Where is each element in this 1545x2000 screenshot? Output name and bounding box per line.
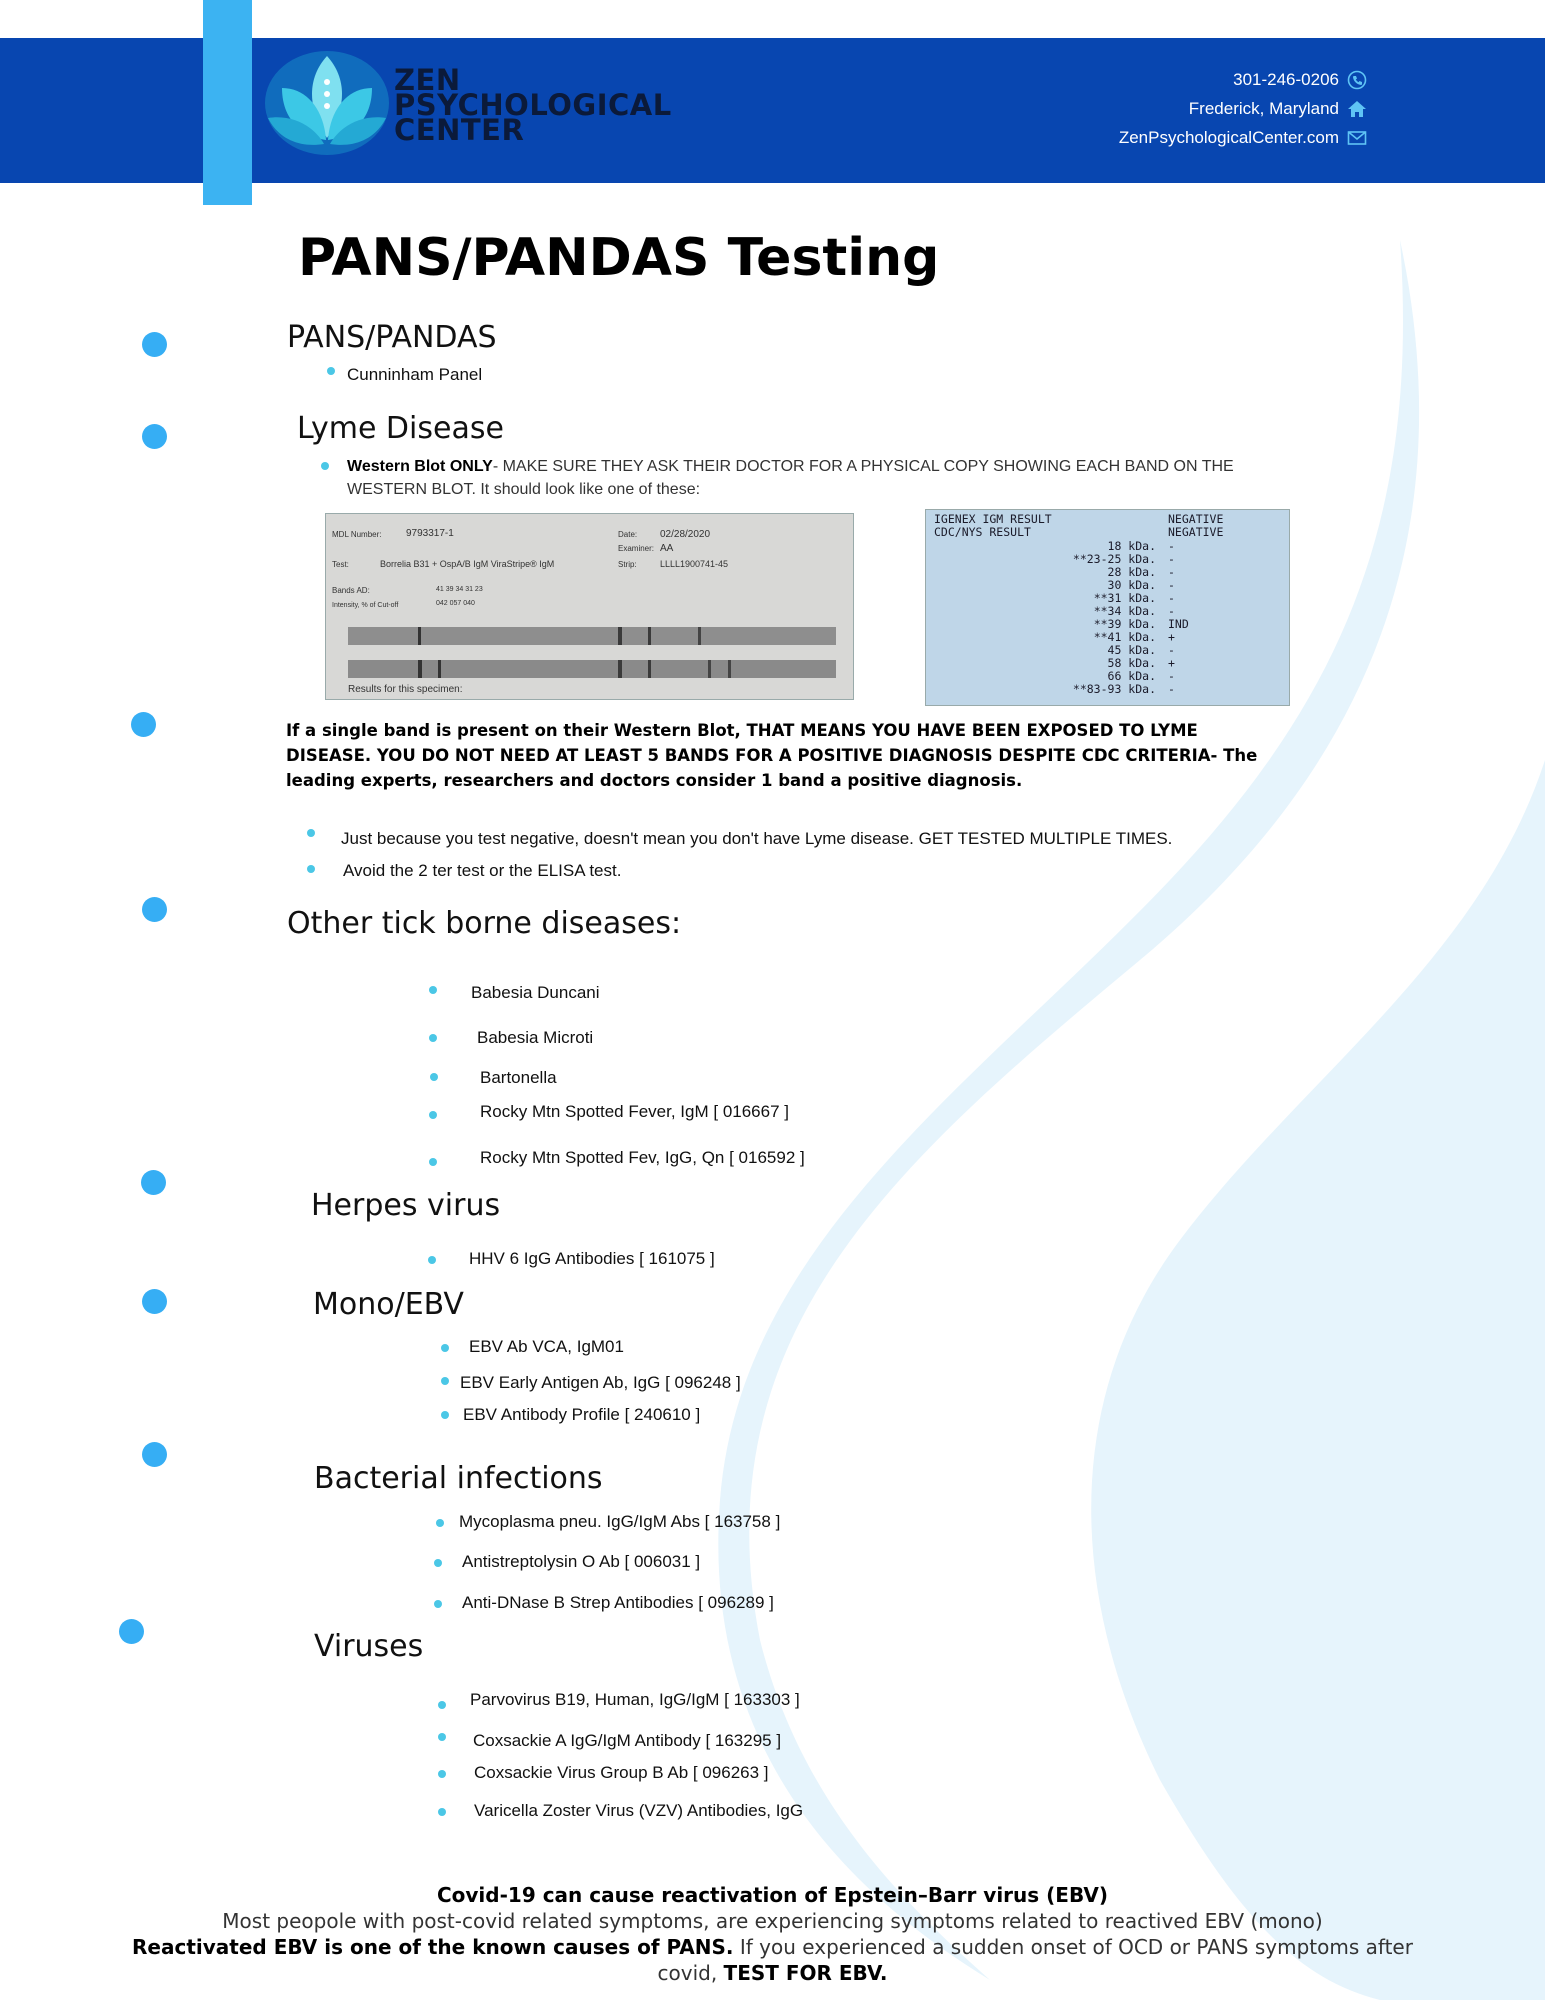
list-bullet [441,1377,449,1385]
list-item: Bartonella [480,1068,557,1087]
list-bullet [429,986,437,994]
kda-row [926,683,1289,696]
list-bullet [428,1256,436,1264]
igenex-header: IGENEX IGM RESULT [934,512,1052,526]
kda-band: **41 kDa. [1093,630,1156,644]
mail-icon [1347,128,1367,148]
test-label: Test: [332,560,349,569]
website-text: ZenPsychologicalCenter.com [1118,128,1339,147]
kda-result: - [1168,539,1175,553]
header-accent-tab [203,0,252,205]
kda-band: 30 kDa. [1107,578,1156,592]
kda-band: **39 kDa. [1093,617,1156,631]
list-bullet [438,1701,446,1709]
section-dot [142,332,167,357]
lotus-logo-icon [262,48,392,158]
kda-result: - [1168,578,1175,592]
kda-result: - [1168,591,1175,605]
list-item: Antistreptolysin O Ab [ 006031 ] [462,1552,701,1571]
footer-note [100,1882,1445,1986]
list-bullet [307,829,315,837]
list-item: Coxsackie Virus Group B Ab [ 096263 ] [474,1763,769,1782]
contact-website[interactable] [1119,128,1367,148]
kda-result: + [1168,630,1175,644]
kda-band: 28 kDa. [1107,565,1156,579]
date-value: 02/28/2020 [660,529,711,540]
list-bullet [438,1733,446,1741]
section-dot [141,1170,166,1195]
section-heading-lyme: Lyme Disease [297,411,504,446]
list-item: Just because you test negative, doesn't mean you don't have Lyme disease. GET TESTED MULTIPLE TIMES. [341,829,1173,848]
home-icon [1347,99,1367,119]
kda-result: - [1168,643,1175,657]
footer-heading: Covid-19 can cause reactivation of Epstein–Barr virus (EBV) [436,1883,1109,1907]
list-item: EBV Ab VCA, IgM01 [469,1337,624,1356]
kda-result: IND [1168,617,1189,631]
list-item: Avoid the 2 ter test or the ELISA test. [343,861,622,880]
kda-result: - [1168,552,1175,566]
footer-line3 [100,1934,1445,1986]
section-heading-herpes: Herpes virus [311,1188,501,1223]
list-item: Babesia Duncani [471,983,600,1002]
kda-band: **34 kDa. [1093,604,1156,618]
list-bullet [438,1808,446,1816]
kda-table [926,540,1289,696]
examiner-label: Examiner: [618,544,655,553]
section-heading-bacterial: Bacterial infections [314,1461,603,1496]
phone-text: 301-246-0206 [1233,70,1339,89]
report-footer: Results for this specimen: [348,684,463,695]
kda-band: 18 kDa. [1107,539,1156,553]
intensity-label: Intensity, % of Cut-off [332,602,399,609]
list-bullet [438,1770,446,1778]
strip-value: LLLL1900741-45 [660,559,729,569]
date-label: Date: [618,530,638,539]
list-bullet [434,1559,442,1567]
kda-band: **23-25 kDa. [1072,552,1156,566]
footer-line2: Most peopole with post-covid related symptoms, are experiencing symptoms related to reactived EBV (mono) [222,1909,1323,1933]
list-item: Rocky Mtn Spotted Fever, IgM [ 016667 ] [480,1102,789,1121]
logo-text-line3: CENTER [394,113,525,147]
intensity-value: 042 057 040 [436,600,475,607]
cdc-header: CDC/NYS RESULT [934,525,1031,539]
western-blot-description: - MAKE SURE THEY ASK THEIR DOCTOR FOR A PHYSICAL COPY SHOWING EACH BAND ON THE WESTERN BLOT. It should look like one of these: [347,458,1234,498]
section-heading-tick: Other tick borne diseases: [287,906,682,941]
list-item: Mycoplasma pneu. IgG/IgM Abs [ 163758 ] [459,1512,781,1531]
list-bullet [429,1158,437,1166]
section-dot [142,1442,167,1467]
list-bullet [429,1111,437,1119]
section-dot [142,424,167,449]
list-item: Coxsackie A IgG/IgM Antibody [ 163295 ] [473,1731,782,1750]
section-dot [119,1619,144,1644]
section-heading-pans: PANS/PANDAS [287,320,497,355]
strip-label: Strip: [618,560,637,569]
footer-line3-bold: Reactivated EBV is one of the known causes of PANS. [132,1935,734,1959]
western-blot-instruction [347,455,1297,501]
test-value: Borrelia B31 + OspA/B IgM ViraStripe® IgM [380,559,555,569]
section-dot [142,1289,167,1314]
kda-result: - [1168,604,1175,618]
section-heading-mono: Mono/EBV [313,1287,464,1322]
blot-strip [348,660,836,678]
section-heading-viruses: Viruses [314,1629,424,1664]
list-item: Cunninham Panel [347,365,483,384]
lyme-band-note: If a single band is present on their Western Blot, THAT MEANS YOU HAVE BEEN EXPOSED TO LYME DISEASE. YOU DO NOT NEED AT LEAST 5 BANDS FOR A POSITIVE DIAGNOSIS DESPITE CDC CRITERIA- The leading experts, researchers and doctors consider 1 band a positive diagnosis. [286,721,1258,790]
kda-result: - [1168,682,1175,696]
list-bullet [441,1344,449,1352]
list-item: Rocky Mtn Spotted Fev, IgG, Qn [ 016592 ] [480,1148,805,1167]
kda-band: **83-93 kDa. [1072,682,1156,696]
list-bullet [307,865,315,873]
section-dot [142,897,167,922]
footer-line3-text: If you experienced a sudden onset of OCD or PANS symptoms after covid, [657,1935,1413,1985]
list-bullet [430,1073,438,1081]
contact-location[interactable] [1189,99,1367,119]
examiner-value: AA [660,543,674,554]
kda-result: - [1168,565,1175,579]
kda-band: **31 kDa. [1093,591,1156,605]
list-item: EBV Antibody Profile [ 240610 ] [463,1405,701,1424]
list-item: Babesia Microti [477,1028,594,1047]
logo-text-line1: ZEN [394,63,461,97]
list-item: Parvovirus B19, Human, IgG/IgM [ 163303 ] [470,1690,800,1709]
list-item: Anti-DNase B Strep Antibodies [ 096289 ] [462,1593,774,1612]
bands-label: Bands AD: [332,586,370,595]
kda-band: 58 kDa. [1107,656,1156,670]
mdl-value: 9793317-1 [406,528,454,539]
mdl-label: MDL Number: [332,530,382,539]
blot-strip [348,627,836,645]
location-text: Frederick, Maryland [1188,99,1339,118]
list-item: Varicella Zoster Virus (VZV) Antibodies, IgG [474,1801,804,1820]
list-bullet [429,1034,437,1042]
igenex-result: NEGATIVE [1168,512,1224,526]
list-item: HHV 6 IgG Antibodies [ 161075 ] [469,1249,715,1268]
kda-band: 66 kDa. [1107,669,1156,683]
contact-phone[interactable] [1233,70,1367,90]
western-blot-report-image [325,513,854,700]
footer-line3-end: TEST FOR EBV. [723,1961,888,1985]
igenex-result-image [925,509,1290,706]
section-dot [131,712,156,737]
list-item: EBV Early Antigen Ab, IgG [ 096248 ] [460,1373,741,1392]
logo-text-line2: PSYCHOLOGICAL [394,88,672,122]
western-blot-label: Western Blot ONLY [347,458,493,475]
phone-icon [1347,70,1367,90]
list-bullet [441,1411,449,1419]
kda-result: - [1168,669,1175,683]
bands-value: 41 39 34 31 23 [436,586,483,593]
kda-band: 45 kDa. [1107,643,1156,657]
list-bullet [434,1600,442,1608]
list-bullet [327,367,335,375]
page-title: PANS/PANDAS Testing [298,228,940,288]
kda-result: + [1168,656,1175,670]
cdc-result: NEGATIVE [1168,525,1224,539]
list-bullet [436,1519,444,1527]
list-bullet [321,462,329,470]
